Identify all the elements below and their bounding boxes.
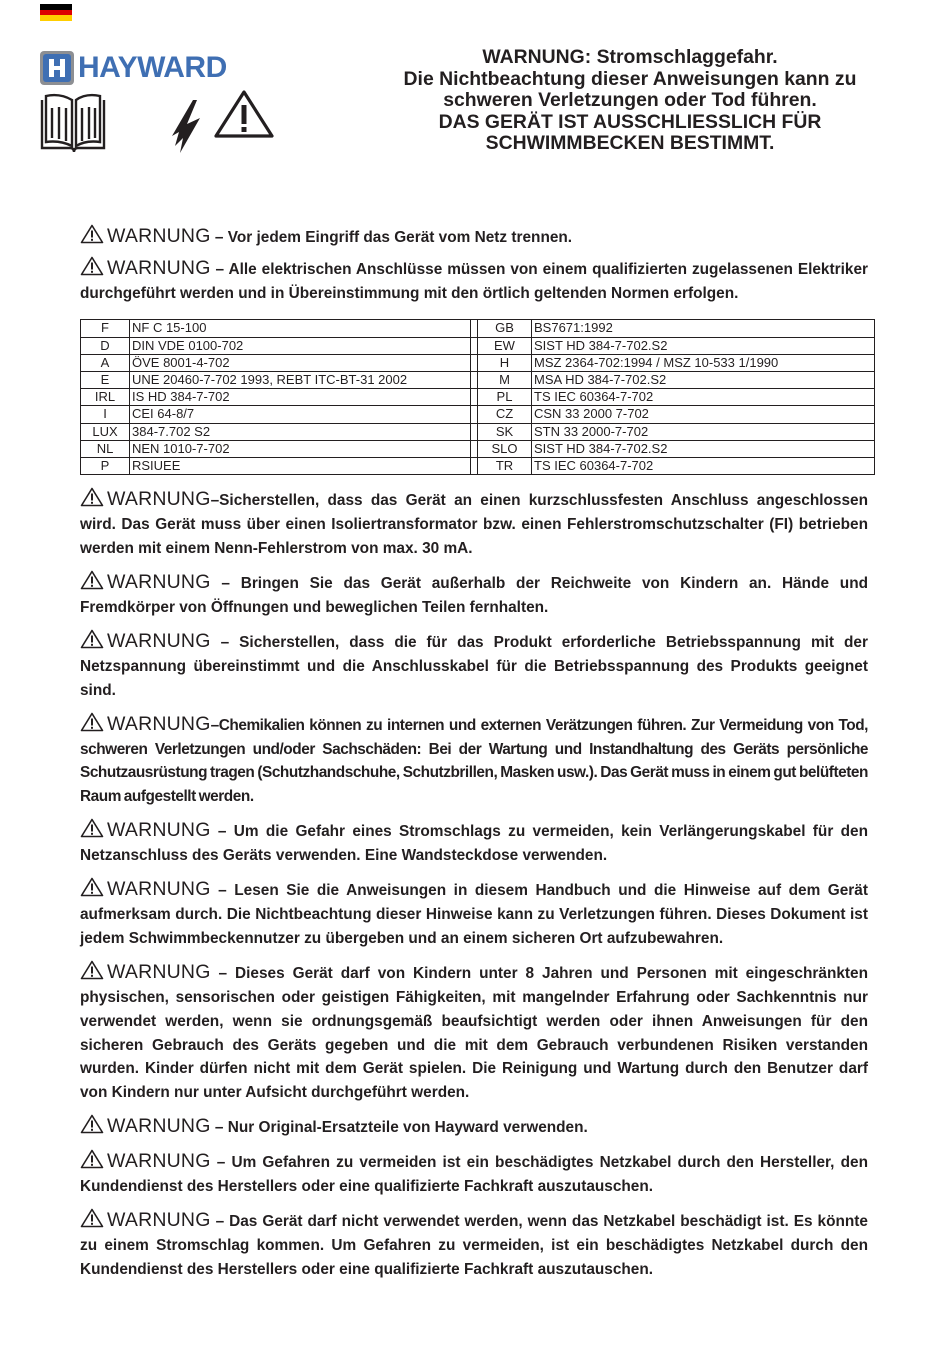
table-gap <box>471 458 478 475</box>
hayward-logo <box>40 51 227 85</box>
country-code: F <box>81 320 130 337</box>
table-gap <box>471 320 478 337</box>
norm-standard: UNE 20460-7-702 1993, REBT ITC-BT-31 2002 <box>130 372 471 389</box>
warning-text: Alle elektrischen Anschlüsse müssen von einem qualifizierten zugelassenen Elektriker durchgeführt werden und in Übereinstimmung mit den örtlich geltenden Normen erfolgen. <box>80 260 868 302</box>
warning-dash: – <box>210 1154 232 1172</box>
country-code: GB <box>478 320 532 337</box>
country-code: NL <box>81 440 130 457</box>
warning-triangle-icon <box>80 224 104 244</box>
warning-paragraph <box>80 1149 868 1199</box>
country-code: IRL <box>81 389 130 406</box>
warning-triangle-icon <box>80 629 104 649</box>
warning-dash: – <box>210 260 229 278</box>
norms-table <box>80 319 875 475</box>
warning-dash: – <box>210 229 228 246</box>
table-row <box>81 389 875 406</box>
warning-paragraph <box>80 877 868 950</box>
table-row <box>81 458 875 475</box>
norm-standard: CSN 33 2000 7-702 <box>532 406 875 423</box>
header-line: schweren Verletzungen oder Tod führen. <box>443 89 817 111</box>
warning-triangle-icon <box>80 1114 104 1134</box>
table-gap <box>471 354 478 371</box>
warning-text: Sicherstellen, dass das Gerät an einen kurzschlussfesten Anschluss angeschlossen wird. Das Gerät muss über einen Isoliertransformator bzw. einen Fehlerstromschutzschalter (FI) betrieben werden mit einem Nenn-Fehlerstrom von max. 30 mA. <box>80 492 868 557</box>
header-line: Die Nichtbeachtung dieser Anweisungen kann zu <box>403 67 857 90</box>
warning-dash: – <box>210 1213 230 1231</box>
table-row <box>81 372 875 389</box>
country-code: D <box>81 337 130 354</box>
country-code: SLO <box>478 440 532 457</box>
header-warning <box>370 47 890 155</box>
header-icons <box>40 88 280 158</box>
warning-label: WARNUNG <box>107 1150 211 1173</box>
warning-triangle-icon <box>80 1208 104 1228</box>
warning-triangle-icon <box>80 487 104 507</box>
warning-text: Sicherstellen, dass die für das Produkt erforderliche Betriebsspannung mit der Netzspannung übereinstimmt und die Anschlusskabel für die Betriebsspannung des Produkts geeignet sind. <box>80 633 868 699</box>
table-row <box>81 320 875 337</box>
hayward-logo-mark-icon <box>40 51 74 85</box>
warning-paragraph <box>80 256 868 306</box>
brand-name: HAYWARD <box>78 51 227 84</box>
norm-standard: BS7671:1992 <box>532 320 875 337</box>
warning-label: WARNUNG <box>107 1115 211 1138</box>
table-row <box>81 423 875 440</box>
warning-text: Bringen Sie das Gerät außerhalb der Reichweite von Kindern an. Hände und Fremdkörper von Öffnungen und beweglichen Teilen fernhalten. <box>80 575 868 616</box>
warning-label: WARNUNG <box>107 571 211 593</box>
warning-triangle-icon <box>216 92 272 136</box>
norm-standard: 384-7.702 S2 <box>130 423 471 440</box>
warning-dash: – <box>210 575 241 592</box>
table-gap <box>471 372 478 389</box>
table-row <box>81 406 875 423</box>
table-gap <box>471 337 478 354</box>
country-code: P <box>81 458 130 475</box>
table-gap <box>471 389 478 406</box>
warning-triangle-icon <box>80 877 104 897</box>
table-gap <box>471 440 478 457</box>
norm-standard: CEI 64-8/7 <box>130 406 471 423</box>
header-line: WARNUNG: Stromschlaggefahr. <box>482 46 778 68</box>
lightning-bolt-icon <box>172 100 200 153</box>
norm-standard: NEN 1010-7-702 <box>130 440 471 457</box>
country-code: TR <box>478 458 532 475</box>
norm-standard: MSA HD 384-7-702.S2 <box>532 372 875 389</box>
warning-text: Dieses Gerät darf von Kindern unter 8 Jahren und Personen mit eingeschränkten physischen, sensorischen oder geistigen Fähigkeiten, mit mangelnder Erfahrung oder Sachkenntnis nur verwendet werden, wenn sie ordnungsgemäß beaufsichtigt werden oder ihnen Anweisungen für den sicheren Gebrauch des Geräts gegeben und die mit dem Gebrauch verbundenen Risiken verstanden wurden. Kinder dürfen nicht mit dem Gerät spielen. Die Reinigung und Wartung durch den Benutzer darf von Kindern nur unter Aufsicht durchgeführt werden. <box>80 965 868 1102</box>
warning-text: Um die Gefahr eines Stromschlags zu vermeiden, kein Verlängerungskabel für den Netzanschluss des Geräts verwenden. Eine Wandsteckdose verwenden. <box>80 823 868 865</box>
warning-paragraph <box>80 712 868 809</box>
header-line: SCHWIMMBECKEN BESTIMMT. <box>485 132 775 154</box>
norm-standard: STN 33 2000-7-702 <box>532 423 875 440</box>
country-code: LUX <box>81 423 130 440</box>
warning-paragraph <box>80 1114 868 1140</box>
country-code: CZ <box>478 406 532 423</box>
warning-text: Um Gefahren zu vermeiden ist ein beschädigtes Netzkabel durch den Hersteller, den Kundendienst des Herstellers oder eine qualifizierte Fachkraft auszutauschen. <box>80 1154 868 1196</box>
warning-dash: – <box>210 965 236 983</box>
warning-text: Nur Original-Ersatzteile von Hayward verwenden. <box>227 1119 588 1137</box>
warning-dash: – <box>210 823 234 841</box>
warning-paragraph <box>80 224 868 250</box>
norm-standard: TS IEC 60364-7-702 <box>532 458 875 475</box>
norm-standard: SIST HD 384-7-702.S2 <box>532 440 875 457</box>
flag-stripe-gold <box>40 15 72 21</box>
warning-triangle-icon <box>80 960 104 980</box>
warning-paragraph <box>80 1208 868 1281</box>
norm-standard: IS HD 384-7-702 <box>130 389 471 406</box>
warning-dash: – <box>210 633 240 651</box>
norm-standard: ÖVE 8001-4-702 <box>130 354 471 371</box>
country-code: PL <box>478 389 532 406</box>
warning-triangle-icon <box>80 570 104 590</box>
norm-standard: DIN VDE 0100-702 <box>130 337 471 354</box>
warning-label: WARNUNG <box>107 488 211 511</box>
warning-label: WARNUNG <box>107 629 211 652</box>
norm-standard: TS IEC 60364-7-702 <box>532 389 875 406</box>
german-flag-icon <box>40 4 72 21</box>
warning-text: Lesen Sie die Anweisungen in diesem Handbuch und die Hinweise auf dem Gerät aufmerksam durch. Die Nichtbeachtung dieser Hinweise kann zu Verletzungen führen. Dieses Dokument ist jedem Schwimmbeckennutzer zu übergeben und an einem sicheren Ort aufzubewahren. <box>80 882 868 947</box>
country-code: M <box>478 372 532 389</box>
warning-label: WARNUNG <box>107 961 211 984</box>
norm-standard: NF C 15-100 <box>130 320 471 337</box>
table-row <box>81 354 875 371</box>
warning-label: WARNUNG <box>107 1209 211 1232</box>
table-row <box>81 337 875 354</box>
norm-standard: MSZ 2364-702:1994 / MSZ 10-533 1/1990 <box>532 354 875 371</box>
country-code: H <box>478 354 532 371</box>
norm-standard: RSIUEE <box>130 458 471 475</box>
manual-book-icon <box>42 95 104 152</box>
header-line: DAS GERÄT IST AUSSCHLIESSLICH FÜR <box>438 110 822 133</box>
country-code: A <box>81 354 130 371</box>
table-gap <box>471 406 478 423</box>
table-row <box>81 440 875 457</box>
warning-paragraph <box>80 570 868 620</box>
warnings-content <box>80 224 868 1291</box>
warning-label: WARNUNG <box>107 225 211 247</box>
country-code: I <box>81 406 130 423</box>
country-code: E <box>81 372 130 389</box>
country-code: EW <box>478 337 532 354</box>
country-code: SK <box>478 423 532 440</box>
warning-dash: – <box>210 716 219 734</box>
warning-triangle-icon <box>80 712 104 732</box>
warning-triangle-icon <box>80 256 104 276</box>
warning-text: Das Gerät darf nicht verwendet werden, wenn das Netzkabel beschädigt ist. Es könnte zu einem Stromschlag kommen. Um Gefahren zu vermeiden, ist ein beschädigtes Netzkabel durch den Kundendienst des Herstellers oder eine qualifizierte Fachkraft auszutauschen. <box>80 1213 868 1279</box>
warning-dash: – <box>210 492 220 510</box>
warning-label: WARNUNG <box>107 819 211 842</box>
warning-triangle-icon <box>80 818 104 838</box>
warning-text: Vor jedem Eingriff das Gerät vom Netz trennen. <box>227 229 573 246</box>
warning-label: WARNUNG <box>107 878 211 901</box>
warning-text: Chemikalien können zu internen und externen Verätzungen führen. Zur Vermeidung von Tod, schweren Verletzungen und/oder Sachschäden: Bei der Wartung und Instandhaltung des Geräts persönliche Schutzausrüstung tragen (Schutzhandschuhe, Schutzbrillen, Masken usw.). Das Gerät muss in einem gut belüfteten Raum aufgestellt werden. <box>80 716 868 806</box>
warning-dash: – <box>210 1119 228 1137</box>
warning-triangle-icon <box>80 1149 104 1169</box>
norm-standard: SIST HD 384-7-702.S2 <box>532 337 875 354</box>
warning-paragraph <box>80 818 868 868</box>
warning-label: WARNUNG <box>107 256 211 279</box>
table-gap <box>471 423 478 440</box>
warning-paragraph <box>80 487 868 560</box>
warning-dash: – <box>210 882 235 900</box>
warning-paragraph <box>80 960 868 1105</box>
warning-paragraph <box>80 629 868 702</box>
warning-label: WARNUNG <box>107 712 211 735</box>
